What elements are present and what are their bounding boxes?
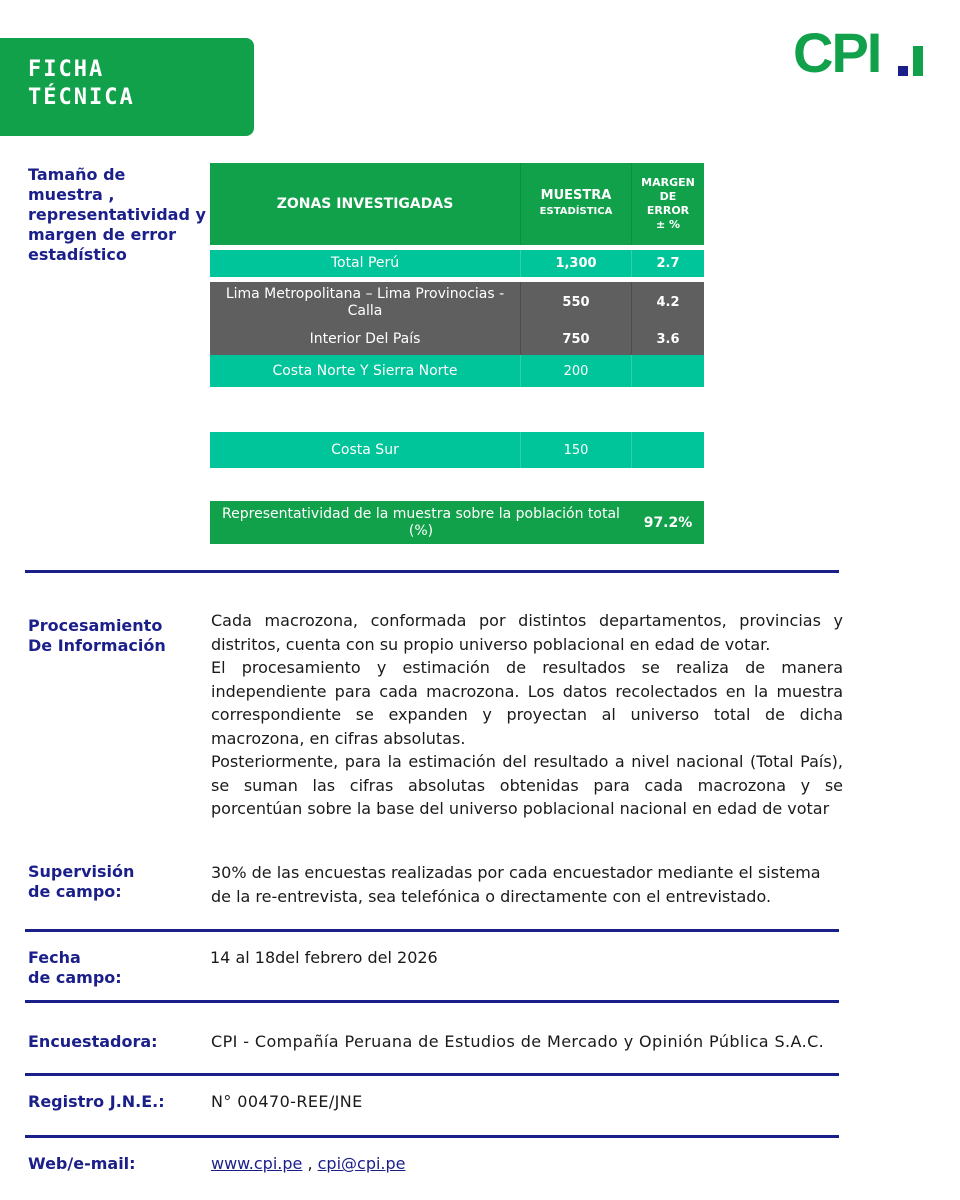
margin-cell: 4.2 xyxy=(656,295,680,310)
sample-cell: 200 xyxy=(521,355,632,387)
contact-separator: , xyxy=(302,1154,318,1173)
supervision-label: Supervisión de campo: xyxy=(28,862,135,901)
section-divider xyxy=(25,570,839,573)
processing-text xyxy=(211,609,843,821)
representativity-label: Representatividad de la muestra sobre la población total (%) xyxy=(222,505,620,539)
logo-green-bar xyxy=(913,46,923,76)
table-header xyxy=(210,163,704,245)
table-row xyxy=(210,323,704,355)
zone-cell: Interior Del País xyxy=(210,323,521,355)
header-zones: ZONAS INVESTIGADAS xyxy=(210,163,521,245)
table-row xyxy=(210,282,704,323)
section-divider xyxy=(25,929,839,932)
processing-label: Procesamiento De Información xyxy=(28,616,166,655)
fieldwork-label: Fecha de campo: xyxy=(28,948,122,987)
zone-cell: Costa Sur xyxy=(210,432,521,468)
email-link[interactable]: cpi@cpi.pe xyxy=(317,1154,406,1173)
table-row xyxy=(210,250,704,277)
section-divider xyxy=(25,1135,839,1138)
representativity-value: 97.2% xyxy=(643,514,693,531)
section-divider xyxy=(25,1073,839,1076)
table-row xyxy=(210,432,704,468)
registry-number: N° 00470-REE/JNE xyxy=(211,1092,363,1111)
processing-paragraph: Posteriormente, para la estimación del resultado a nivel nacional (Total País), se suman las cifras absolutas obtenidas para cada macrozona y se porcentúan sobre la base del universo poblacional nacional en edad de votar xyxy=(211,752,843,818)
page-title xyxy=(28,56,135,112)
fieldwork-dates: 14 al 18del febrero del 2026 xyxy=(210,948,438,967)
logo-blue-square xyxy=(898,66,908,76)
title-line-1: FICHA xyxy=(28,57,105,82)
web-contacts xyxy=(211,1152,406,1176)
title-line-2: TÉCNICA xyxy=(28,85,135,110)
web-label: Web/e-mail: xyxy=(28,1154,136,1173)
pollster-label: Encuestadora: xyxy=(28,1032,158,1051)
sample-cell: 1,300 xyxy=(521,250,632,277)
sample-cell: 550 xyxy=(521,282,632,323)
logo-text: CPI xyxy=(793,21,881,84)
zone-cell: Costa Norte Y Sierra Norte xyxy=(210,355,521,387)
processing-paragraph: El procesamiento y estimación de resultados se realiza de manera independiente para cada macrozona. Los datos recolectados en la muestra correspondiente se expanden y proyectan al universo total de dicha macrozona, en cifras absolutas. xyxy=(211,658,843,748)
sample-cell: 750 xyxy=(521,323,632,355)
section-divider xyxy=(25,1000,839,1003)
header-margin: MARGEN DE ERROR ± % xyxy=(641,176,695,231)
sample-cell: 150 xyxy=(521,432,632,468)
margin-cell: 3.6 xyxy=(656,331,680,347)
website-link[interactable]: www.cpi.pe xyxy=(211,1154,303,1173)
table-row xyxy=(210,355,704,387)
sample-label: Tamaño de muestra , representatividad y margen de error estadístico xyxy=(28,165,206,264)
cpi-logo xyxy=(793,21,933,84)
zone-cell: Total Perú xyxy=(210,250,521,277)
header-sample: MUESTRA ESTADÍSTICA xyxy=(521,163,632,245)
representativity-row xyxy=(210,501,704,544)
pollster-name: CPI - Compañía Peruana de Estudios de Mercado y Opinión Pública S.A.C. xyxy=(211,1032,825,1051)
zone-cell: Lima Metropolitana – Lima Provinocias - Calla xyxy=(210,282,521,323)
supervision-text: 30% de las encuestas realizadas por cada encuestador mediante el sistema de la re-entrevista, sea telefónica o directamente con el entrevistado. xyxy=(211,863,821,906)
margin-cell: 2.7 xyxy=(656,256,680,271)
registry-label: Registro J.N.E.: xyxy=(28,1092,165,1111)
processing-paragraph: Cada macrozona, conformada por distintos departamentos, provincias y distritos, cuenta con su propio universo poblacional en edad de votar. xyxy=(211,611,843,654)
